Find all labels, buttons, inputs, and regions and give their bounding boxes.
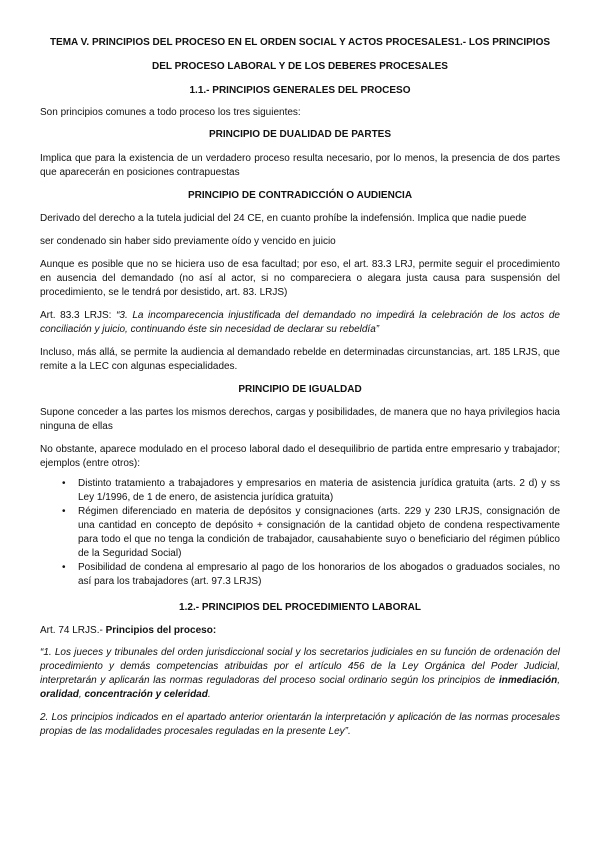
contradiccion-p2: ser condenado sin haber sido previamente oído y vencido en juicio — [40, 236, 336, 247]
art-74-title: Principios del proceso: — [105, 625, 217, 636]
principle-inmediacion: inmediación — [498, 675, 558, 686]
art-74-line — [40, 624, 560, 638]
igualdad-p1: Supone conceder a las partes los mismos derechos, cargas y posibilidades, de manera que no haya privilegios hacia ninguna de ellas — [40, 407, 560, 432]
quote-1-text: “1. Los jueces y tribunales del orden jurisdiccional social y los secretarios judiciales en su función de ordenación del procedimiento y demás competencias atribuidas por el artículo 456 de la Ley Orgánica del Poder Judicial, interpretarán y aplicarán las normas reguladoras del proceso social ordinario según los principios de — [40, 647, 560, 686]
doc-title-line2: DEL PROCESO LABORAL Y DE LOS DEBERES PROCESALES — [152, 61, 448, 72]
art-74-quote-2: 2. Los principios indicados en el apartado anterior orientarán la interpretación y aplicación de las normas procesales propias de las modalidades procesales reguladas en la presente Ley”. — [40, 712, 560, 737]
quote-1-end: . — [207, 689, 211, 700]
list-item: • Posibilidad de condena al empresario al pago de los honorarios de los abogados o graduados sociales, no así para los trabajadores (art. 97.3 LRJS) — [78, 561, 560, 589]
contradiccion-p3: Aunque es posible que no se hiciera uso de esa facultad; por eso, el art. 83.3 LRJ, permite seguir el procedimiento en ausencia del demandado (no así al actor, si no compareciera o alegara justa causa para suspensión del procedimiento, se le tendrá por desistido, art. 83. LRJS) — [40, 259, 560, 298]
list-item: • Distinto tratamiento a trabajadores y empresarios en materia de asistencia jurídica gratuita (arts. 2 d) y ss Ley 1/1996, de 1 de enero, de asistencia jurídica gratuita) — [78, 477, 560, 505]
art-74-quote-1 — [40, 646, 560, 702]
section-1-1-intro: Son principios comunes a todo proceso los tres siguientes: — [40, 107, 301, 118]
dualidad-text: Implica que para la existencia de un verdadero proceso resulta necesario, por lo menos, la presencia de dos partes que aparecerán en posiciones contrapuestas — [40, 153, 560, 178]
quote-reference: Art. 83.3 LRJS: — [40, 310, 117, 321]
section-1-1-heading: 1.1.- PRINCIPIOS GENERALES DEL PROCESO — [189, 85, 411, 96]
separator: , — [557, 675, 560, 686]
contradiccion-p4: Incluso, más allá, se permite la audiencia al demandado rebelde en determinadas circunstancias, art. 185 LRJS, que remite a la LEC con algunas especialidades. — [40, 347, 560, 372]
igualdad-bullet-list — [40, 477, 560, 589]
igualdad-p2: No obstante, aparece modulado en el proceso laboral dado el desequilibrio de partida entre empresario y trabajador; ejemplos (entre otros): — [40, 444, 560, 469]
igualdad-heading: PRINCIPIO DE IGUALDAD — [238, 384, 362, 395]
contradiccion-quote-paragraph — [40, 309, 560, 337]
dualidad-heading: PRINCIPIO DE DUALIDAD DE PARTES — [208, 129, 392, 140]
contradiccion-heading: PRINCIPIO DE CONTRADICCIÓN O AUDIENCIA — [187, 190, 413, 201]
list-item: • Régimen diferenciado en materia de depósitos y consignaciones (arts. 229 y 230 LRJS, consignación de una cantidad en concepto de depósito + consignación de la cantidad objeto de condena respectivamente para todo el que no tenga la condición de trabajador, causahabiente suyo o beneficiario del régimen público de la Seguridad Social) — [78, 505, 560, 561]
principle-concentracion: concentración y celeridad — [84, 689, 208, 700]
section-1-2-heading: 1.2.- PRINCIPIOS DEL PROCEDIMIENTO LABORAL — [179, 602, 421, 613]
principle-oralidad: oralidad — [40, 689, 79, 700]
doc-title-line1: TEMA V. PRINCIPIOS DEL PROCESO EN EL ORDEN SOCIAL Y ACTOS PROCESALES1.- LOS PRINCIPIOS — [49, 37, 551, 48]
quote-text: “3. La incomparecencia injustificada del demandado no impedirá la celebración de los actos de conciliación y juicio, continuando éste sin necesidad de declarar su rebeldía” — [40, 310, 560, 335]
separator: , — [78, 689, 85, 700]
art-74-reference: Art. 74 LRJS.- — [40, 625, 106, 636]
contradiccion-p1: Derivado del derecho a la tutela judicial del 24 CE, en cuanto prohíbe la indefensión. Implica que nadie puede — [40, 213, 527, 224]
